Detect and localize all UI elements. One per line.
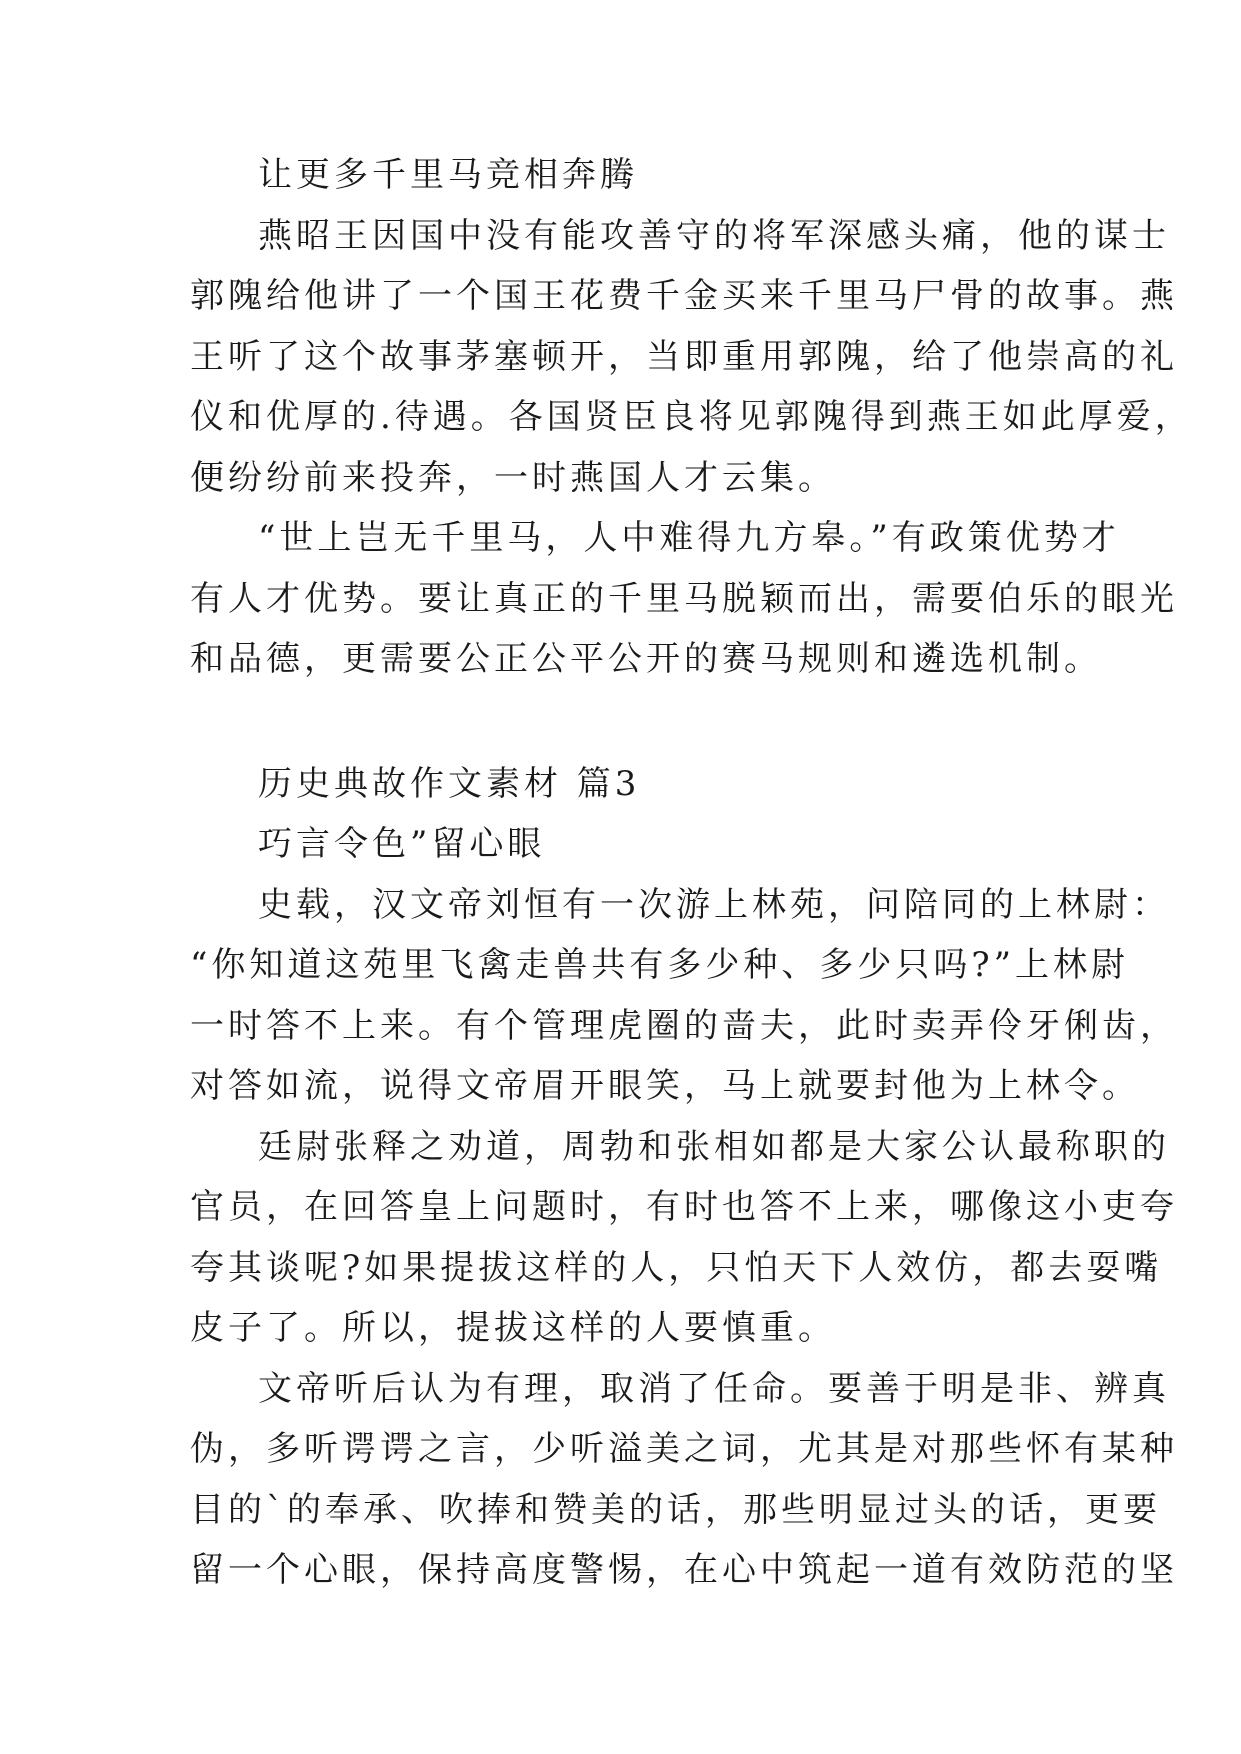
paragraph	[190, 875, 1178, 1117]
paragraph-line: 王听了这个故事茅塞顿开，当即重用郭隗，给了他崇高的礼	[190, 336, 1178, 377]
paragraph	[190, 206, 1193, 509]
paragraph	[190, 508, 1178, 690]
paragraph-line: “世上岂无千里马，人中难得九方皋。”有政策优势才	[258, 518, 1120, 558]
paragraph	[190, 1359, 1178, 1601]
paragraph-line: 目的`的奉承、吹捧和赞美的话，那些明显过头的话，更要	[190, 1489, 1161, 1530]
paragraph-line: 夸其谈呢?如果提拔这样的人，只怕天下人效仿，都去耍嘴	[190, 1247, 1163, 1288]
paragraph-line: 仪和优厚的.待遇。各国贤臣良将见郭隗得到燕王如此厚爱，	[190, 397, 1193, 437]
document-body	[190, 145, 1193, 1601]
paragraph-line: 官员，在回答皇上问题时，有时也答不上来，哪像这小吏夸	[190, 1187, 1178, 1227]
paragraph-line: 郭隗给他讲了一个国王花费千金买来千里马尸骨的故事。燕	[190, 276, 1178, 316]
paragraph-line: 文帝听后认为有理，取消了任命。要善于明是非、辨真	[258, 1368, 1170, 1409]
paragraph	[190, 1117, 1178, 1359]
paragraph-line: 和品德，更需要公正公平公开的赛马规则和遴选机制。	[190, 639, 1102, 679]
section-heading: 巧言令色”留心眼	[258, 824, 546, 864]
section-heading: 让更多千里马竞相奔腾	[258, 155, 638, 195]
paragraph-line: 留一个心眼，保持高度警惕，在心中筑起一道有效防范的坚	[190, 1550, 1178, 1590]
paragraph-line: 燕昭王因国中没有能攻善守的将军深感头痛，他的谋士	[258, 215, 1170, 256]
paragraph-line: “你知道这苑里飞禽走兽共有多少种、多少只吗?”上林尉	[190, 945, 1129, 985]
paragraph-line: 有人才优势。要让真正的千里马脱颖而出，需要伯乐的眼光	[190, 578, 1178, 619]
paragraph-line: 皮子了。所以，提拔这样的人要慎重。	[190, 1308, 836, 1348]
section-title: 历史典故作文素材 篇3	[258, 763, 641, 804]
paragraph-line: 一时答不上来。有个管理虎圈的啬夫，此时卖弄伶牙俐齿，	[190, 1005, 1178, 1046]
paragraph-line: 史载，汉文帝刘恒有一次游上林苑，问陪同的上林尉：	[258, 884, 1170, 925]
paragraph-line: 廷尉张释之劝道，周勃和张相如都是大家公认最称职的	[258, 1126, 1170, 1167]
section-break	[190, 690, 1065, 754]
paragraph-line: 便纷纷前来投奔，一时燕国人才云集。	[190, 457, 836, 498]
paragraph-line: 伪，多听谔谔之言，少听溢美之词，尤其是对那些怀有某种	[190, 1429, 1178, 1469]
paragraph-line: 对答如流，说得文帝眉开眼笑，马上就要封他为上林令。	[190, 1066, 1140, 1106]
